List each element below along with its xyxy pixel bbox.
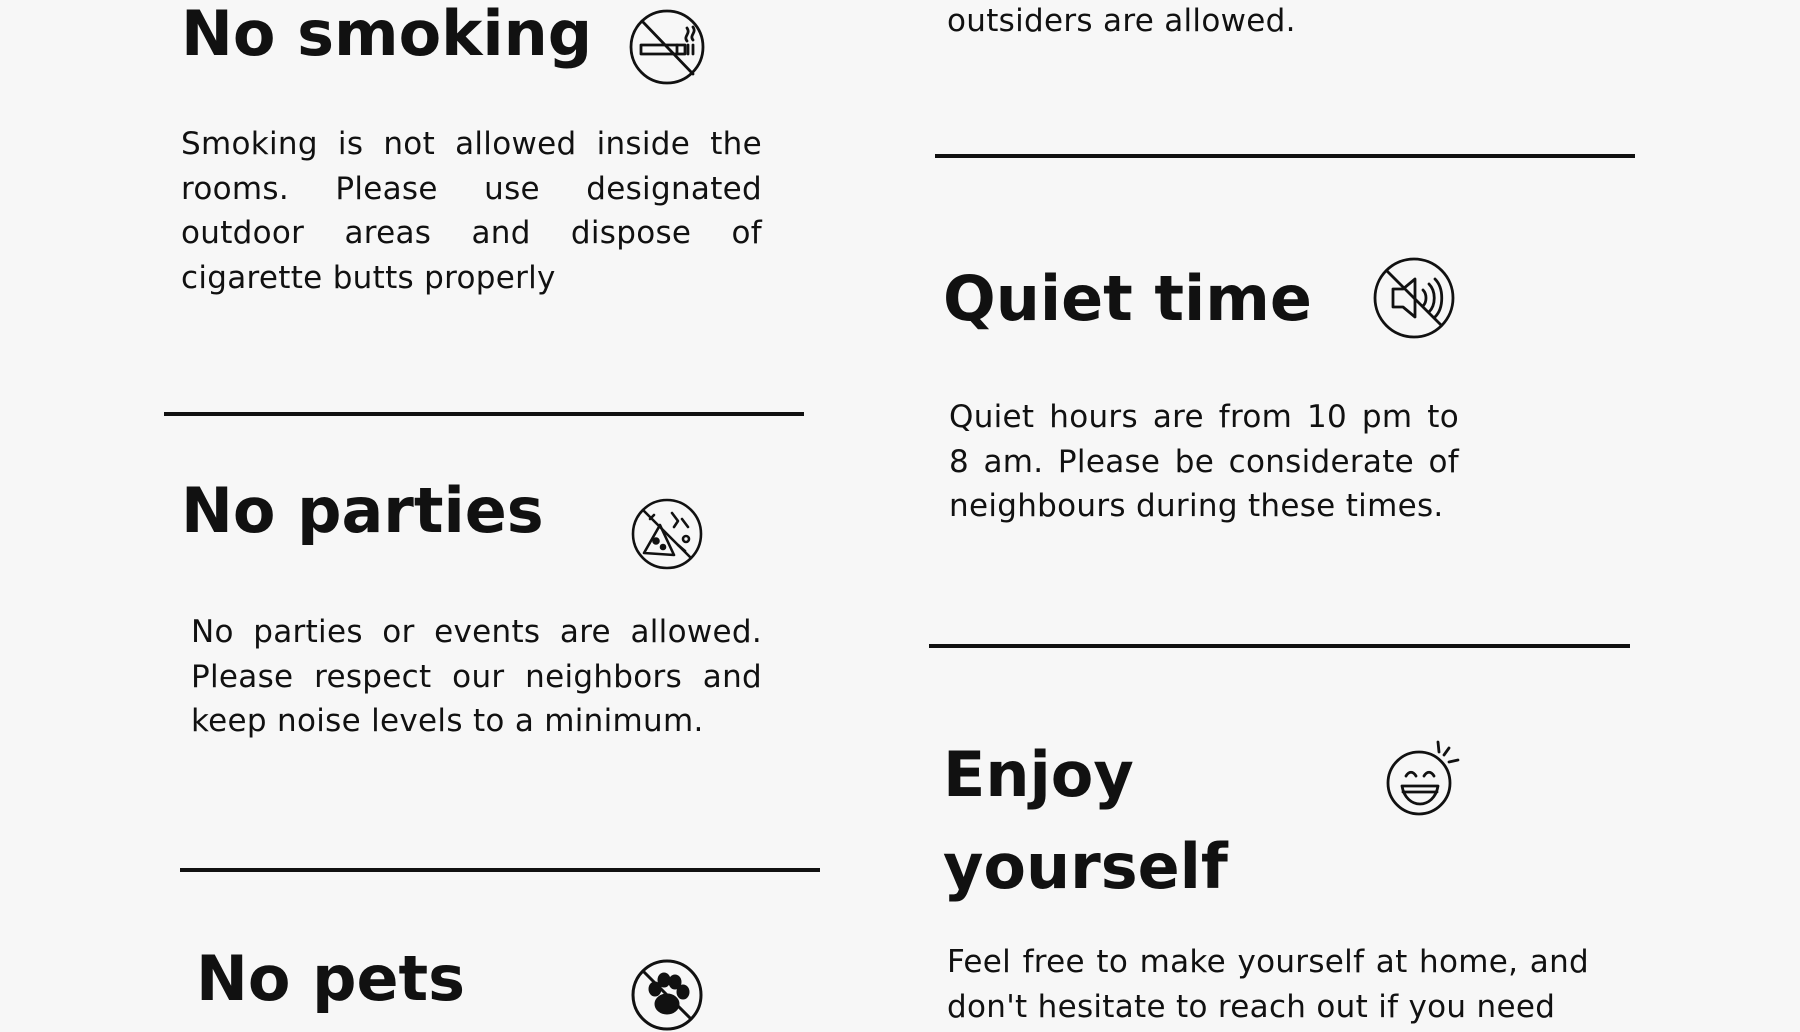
laughing-face-icon — [1382, 736, 1466, 820]
divider — [929, 644, 1630, 648]
divider — [164, 412, 804, 416]
no-parties-heading: No parties — [181, 474, 544, 547]
divider — [180, 868, 820, 872]
muted-speaker-icon — [1371, 255, 1457, 341]
quiet-time-text: Quiet hours are from 10 pm to 8 am. Please be considerate of neighbours during these times. — [949, 399, 1459, 524]
no-party-icon — [630, 497, 704, 571]
visitors-text-fragment: outsiders are allowed. — [947, 3, 1296, 39]
enjoy-yourself-heading: Enjoy yourself — [943, 738, 1228, 903]
quiet-time-heading: Quiet time — [943, 262, 1312, 335]
no-smoking-icon — [627, 7, 707, 87]
no-smoking-text: Smoking is not allowed inside the rooms. Please use designated outdoor areas and dispose of cigarette butts properly — [181, 126, 762, 296]
no-smoking-heading: No smoking — [181, 0, 593, 70]
no-pets-icon — [630, 958, 704, 1032]
no-pets-heading: No pets — [196, 942, 466, 1015]
divider — [935, 154, 1635, 158]
enjoy-yourself-text: Feel free to make yourself at home, and don't hesitate to reach out if you need — [947, 944, 1589, 1025]
no-parties-text: No parties or events are allowed. Please respect our neighbors and keep noise levels to a minimum. — [191, 614, 762, 739]
